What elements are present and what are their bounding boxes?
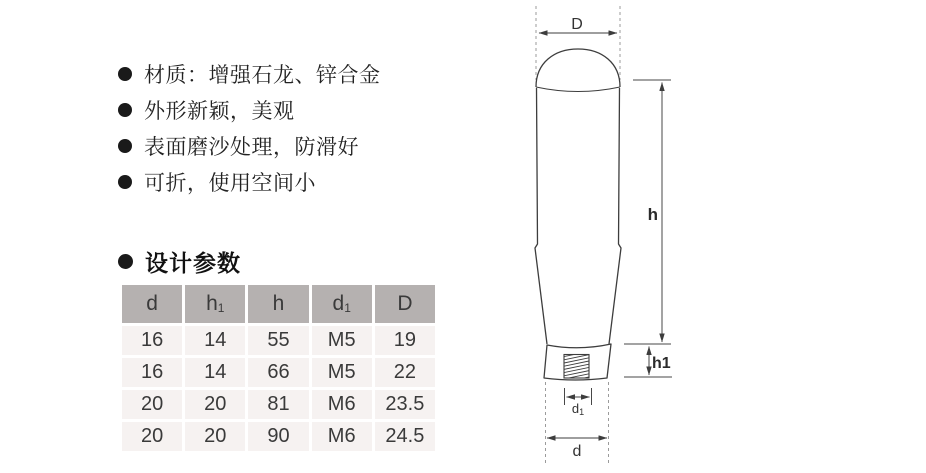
table-cell: M6 — [312, 422, 372, 451]
table-cell: 16 — [122, 358, 182, 387]
dimension-label-d: d — [572, 443, 582, 460]
table-cell: 55 — [248, 326, 308, 355]
list-item — [118, 56, 381, 92]
table-cell: 24.5 — [375, 422, 435, 451]
column-header: h — [248, 285, 308, 323]
dimension-h1 — [624, 347, 672, 378]
bullet-icon — [118, 67, 132, 81]
table-cell: 90 — [248, 422, 308, 451]
table-cell: 20 — [185, 422, 245, 451]
dimension-label-D: D — [571, 16, 583, 33]
column-header: d 1 — [312, 285, 372, 323]
table-cell: 66 — [248, 358, 308, 387]
dimension-D — [539, 16, 617, 33]
section-title — [118, 246, 241, 276]
feature-text: 外形新颖，美观 — [144, 100, 295, 123]
table-cell: M6 — [312, 390, 372, 419]
dimension-label-h1: h1 — [652, 355, 671, 372]
column-header: D — [375, 285, 435, 323]
table-cell: 20 — [122, 390, 182, 419]
dome-outline — [536, 49, 620, 87]
list-item — [118, 128, 381, 164]
table-cell: 23.5 — [375, 390, 435, 419]
bullet-icon — [118, 254, 133, 269]
feature-list — [118, 56, 381, 200]
dimension-h — [624, 80, 671, 344]
parameter-table — [122, 285, 435, 451]
table-cell: 14 — [185, 326, 245, 355]
dimension-label-d1: d1 — [571, 401, 585, 417]
column-header: h 1 — [185, 285, 245, 323]
list-item — [118, 164, 381, 200]
section-title-text: 设计参数 — [145, 249, 241, 276]
feature-text: 材质：增强石龙、锌合金 — [144, 64, 381, 87]
body-left-outline — [535, 88, 547, 344]
handle-technical-drawing — [520, 0, 710, 473]
feature-text: 可折，使用空间小 — [144, 172, 316, 195]
table-cell: M5 — [312, 326, 372, 355]
dimension-d — [547, 438, 607, 460]
dimension-label-h: h — [647, 205, 658, 224]
table-cell: 81 — [248, 390, 308, 419]
dome-equator-line — [536, 87, 620, 92]
dimension-d1 — [565, 388, 592, 417]
column-header: d — [122, 285, 182, 323]
feature-text: 表面磨沙处理，防滑好 — [144, 136, 359, 159]
bullet-icon — [118, 139, 132, 153]
table-cell: 20 — [185, 390, 245, 419]
table-cell: 22 — [375, 358, 435, 387]
table-cell: 16 — [122, 326, 182, 355]
body-right-outline — [609, 88, 621, 344]
table-cell: 19 — [375, 326, 435, 355]
list-item — [118, 92, 381, 128]
table-cell: 14 — [185, 358, 245, 387]
table-cell: M5 — [312, 358, 372, 387]
bullet-icon — [118, 103, 132, 117]
handle-outline — [535, 49, 621, 380]
thread-hatch — [562, 351, 591, 383]
bullet-icon — [118, 175, 132, 189]
table-cell: 20 — [122, 422, 182, 451]
